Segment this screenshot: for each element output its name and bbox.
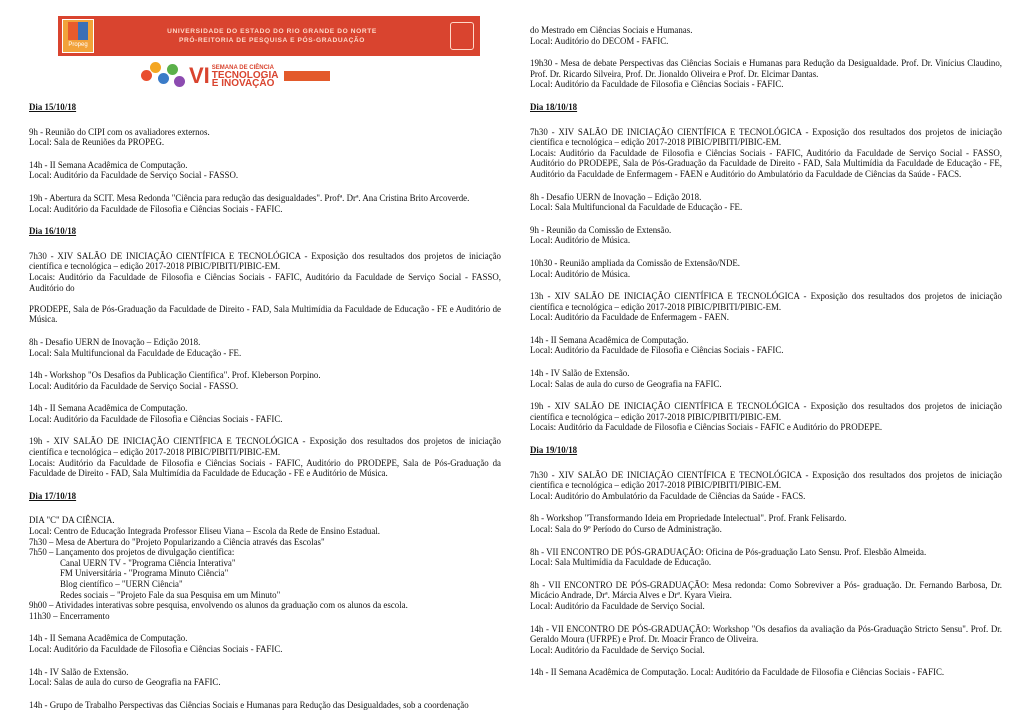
schedule-item [29,160,501,181]
schedule-item [29,667,501,688]
schedule-left [29,102,501,710]
schedule-line: Local: Salas de aula do curso de Geografia na FAFIC. [530,378,722,389]
schedule-item [29,337,501,358]
university-seal-icon [450,22,474,50]
schedule-line: Local: Sala Multimídia da Faculdade de Educação. [530,557,712,568]
schedule-line: 10h30 - Reunião ampliada da Comissão de Extensão/NDE. [530,257,740,268]
schedule-item [29,193,501,214]
schedule-line: 19h - Abertura da SCIT. Mesa Redonda "Ciência para redução das desigualdades". Profª. Drª. Ana Cristina Brito Arcoverde. [29,192,470,203]
schedule-item [29,251,501,325]
banner-line1: UNIVERSIDADE DO ESTADO DO RIO GRANDE DO NORTE [167,28,377,35]
schedule-line: 7h30 - XIV SALÃO DE INICIAÇÃO CIENTÍFICA E TECNOLÓGICA - Exposição dos resultados dos projetos de iniciação científica e tecnológica – edição 2017-2018 PIBIC/PIBITI/PIBIC-EM. [29,250,501,272]
schedule-subline: Redes sociais – "Projeto Fale da sua Pesquisa em um Minuto" [60,589,281,600]
schedule-line: 7h50 – Lançamento dos projetos de divulgação científica: [29,547,235,558]
schedule-line: Locais: Auditório da Faculdade de Filosofia e Ciências Sociais - FAFIC, Auditório da Faculdade de Serviço Social - FASSO, Auditório do [29,271,501,293]
schedule-item [530,667,1002,678]
schedule-line: Local: Auditório do DECOM - FAFIC. [530,35,669,46]
event-line3: E INOVAÇÃO [211,78,275,89]
event-numeral: VI [189,62,210,88]
university-banner [58,16,480,56]
schedule-line: Local: Sala de Reuniões da PROPEG. [29,137,165,148]
schedule-line: 14h - II Semana Acadêmica de Computação. [29,633,188,644]
schedule-line: 8h - VII ENCONTRO DE PÓS-GRADUAÇÃO: Oficina de Pós-graduação Lato Sensu. Prof. Elesbão Almeida. [530,546,927,557]
schedule-line: Local: Auditório da Faculdade de Enfermagem - FAEN. [530,312,729,323]
schedule-item [29,403,501,424]
schedule-line: Local: Auditório da Faculdade de Filosofia e Ciências Sociais - FAFIC. [29,413,283,424]
schedule-subline: FM Universitária - "Programa Minuto Ciência" [60,568,229,579]
schedule-line: 14h - II Semana Acadêmica de Computação. Local: Auditório da Faculdade de Filosofia e Ciências Sociais - FAFIC. [530,667,945,678]
right-column [530,0,1002,690]
banner-text [94,27,450,45]
schedule-line: Local: Sala Multifuncional da Faculdade de Educação - FE. [530,202,743,213]
schedule-line: Local: Sala do 9º Período do Curso de Administração. [530,524,722,534]
schedule-line [29,293,501,304]
schedule-item [29,633,501,654]
event-title [212,64,279,88]
science-dots-icon [141,62,185,90]
schedule-line: Local: Auditório da Faculdade de Filosofia e Ciências Sociais - FAFIC. [530,345,784,356]
schedule-line: 14h - II Semana Acadêmica de Computação. [530,334,689,345]
schedule-right [530,0,1002,678]
schedule-line: 14h - Grupo de Trabalho Perspectivas das Ciências Sociais e Humanas para Redução das Desigualdades, sob a coordenação [29,699,469,710]
schedule-item [29,515,501,621]
schedule-line: 9h00 – Atividades interativas sobre pesquisa, envolvendo os alunos da graduação com os alunos da escola. [29,600,408,611]
schedule-line: Local: Auditório da Faculdade de Serviço Social. [530,600,705,611]
schedule-line: 8h - Desafio UERN de Inovação – Edição 2018. [29,336,201,347]
schedule-line: Locais: Auditório da Faculdade de Filosofia e Ciências Sociais - FAFIC, Auditório do PRODEPE, Sala de Pós-Graduação da Faculdade de Direito - FAD, Sala Multimídia da Faculdade de Educação - FE e Auditório de Música. [29,457,501,479]
schedule-line: PRODEPE, Sala de Pós-Graduação da Faculdade de Direito - FAD, Sala Multimídia da Faculdade de Educação - FE e Auditório de Música. [29,303,501,325]
left-column [29,0,501,710]
schedule-line: Local: Sala Multifuncional da Faculdade de Educação - FE. [29,347,242,358]
schedule-line: 8h - Workshop "Transformando Ideia em Propriedade Intelectual". Prof. Frank Felisardo. [530,513,847,524]
schedule-line: do Mestrado em Ciências Sociais e Humanas. [530,25,693,35]
schedule-line: Local: Auditório da Faculdade de Serviço Social - FASSO. [29,380,239,391]
schedule-item [530,127,1002,180]
schedule-line: Local: Auditório da Faculdade de Filosofia e Ciências Sociais - FAFIC. [29,203,283,214]
schedule-line: Local: Auditório de Música. [530,268,631,279]
schedule-line: Locais: Auditório da Faculdade de Filosofia e Ciências Sociais - FAFIC e Auditório do PRODEPE. [530,422,883,433]
schedule-item [530,580,1002,612]
schedule-line: 9h - Reunião do CIPI com os avaliadores externos. [29,126,210,137]
schedule-item [530,192,1002,213]
schedule-item [530,291,1002,323]
schedule-line: 13h - XIV SALÃO DE INICIAÇÃO CIENTÍFICA E TECNOLÓGICA - Exposição dos resultados dos projetos de iniciação científica e tecnológica – edição 2017-2018 PIBIC/PIBITI/PIBIC-EM. [530,291,1002,312]
schedule-item [530,368,1002,389]
schedule-item [29,127,501,148]
schedule-item [29,700,501,711]
schedule-line: 7h30 - XIV SALÃO DE INICIAÇÃO CIENTÍFICA E TECNOLÓGICA - Exposição dos resultados dos projetos de iniciação científica e tecnológica – edição 2017-2018 PIBIC/PIBITI/PIBIC-EM. [530,126,1002,148]
schedule-item [530,225,1002,246]
logo-tiles-icon [68,22,88,40]
schedule-line: Local: Auditório da Faculdade de Serviço Social. [530,644,705,655]
schedule-item [530,470,1002,502]
schedule-line: 19h - XIV SALÃO DE INICIAÇÃO CIENTÍFICA E TECNOLÓGICA - Exposição dos resultados dos projetos de iniciação científica e tecnológica – edição 2017-2018 PIBIC/PIBITI/PIBIC-EM. [29,436,501,458]
schedule-line: 8h - Desafio UERN de Inovação – Edição 2018. [530,191,702,202]
schedule-line: Local: Auditório da Faculdade de Filosofia e Ciências Sociais - FAFIC. [530,79,784,90]
day-heading: Dia 16/10/18 [29,226,77,237]
schedule-item [530,258,1002,279]
schedule-line: 14h - VII ENCONTRO DE PÓS-GRADUAÇÃO: Workshop "Os desafios da avaliação da Pós-Graduação Stricto Sensu". Prof. Dr. Geraldo Moura (UFRPE) e Prof. Dr. Moacir Franco de Oliveira. [530,623,1002,645]
event-line2: TECNOLOGIA [211,70,279,81]
schedule-line: 14h - Workshop "Os Desafios da Publicação Científica". Prof. Kleberson Porpino. [29,370,321,381]
schedule-item [29,436,501,478]
schedule-item [530,513,1002,534]
schedule-line: 14h - IV Salão de Extensão. [530,368,630,379]
schedule-subline: Canal UERN TV - "Programa Ciência Interativa" [60,557,236,568]
schedule-subline: Blog científico – "UERN Ciência" [60,579,183,589]
schedule-line: 19h30 - Mesa de debate Perspectivas das Ciências Sociais e Humanas para Redução da Desigualdade. Prof. Dr. Vinícius Claudino, Prof. Dr. Ricardo Silveira, Prof. Dr. Jionaldo Oliveira e Prof. Dr. Elcimar Dantas. [530,58,1002,79]
schedule-line: 14h - II Semana Acadêmica de Computação. [29,159,188,170]
logo-label: Propeg [68,41,88,48]
schedule-line: 8h - VII ENCONTRO DE PÓS-GRADUAÇÃO: Mesa redonda: Como Sobreviver a Pós- graduação. Dr. Fernando Barbosa, Dr. Micácio Andrade, Drª. Márcia Alves e Drª. Kyara Vieira. [530,579,1002,601]
page-header [29,0,501,102]
schedule-line: 9h - Reunião da Comissão de Extensão. [530,224,672,235]
schedule-item [530,624,1002,656]
schedule-line: 19h - XIV SALÃO DE INICIAÇÃO CIENTÍFICA E TECNOLÓGICA - Exposição dos resultados dos projetos de iniciação científica e tecnológica – edição 2017-2018 PIBIC/PIBITI/PIBIC-EM. [530,401,1002,422]
schedule-line: Local: Auditório da Faculdade de Serviço Social - FASSO. [29,170,239,181]
schedule-line: Local: Auditório da Faculdade de Filosofia e Ciências Sociais - FAFIC. [29,643,283,654]
banner-line2: PRÓ-REITORIA DE PESQUISA E PÓS-GRADUAÇÃO [178,37,366,44]
day-heading: Dia 18/10/18 [530,101,578,112]
day-heading: Dia 17/10/18 [29,490,77,501]
propeg-logo [62,19,94,53]
event-line1: SEMANA DE CIÊNCIA [211,65,274,71]
schedule-line: 7h30 – Mesa de Abertura do "Projeto Popularizando a Ciência através das Escolas" [29,536,325,547]
schedule-line: 7h30 - XIV SALÃO DE INICIAÇÃO CIENTÍFICA E TECNOLÓGICA - Exposição dos resultados dos projetos de iniciação científica e tecnológica – edição 2017-2018 PIBIC/PIBITI/PIBIC-EM. [530,469,1002,491]
schedule-line: Local: Salas de aula do curso de Geografia na FAFIC. [29,677,221,688]
schedule-line: Local: Auditório do Ambulatório da Faculdade de Ciências da Saúde - FACS. [530,490,806,501]
schedule-line: 14h - II Semana Acadêmica de Computação. [29,403,188,414]
schedule-item [29,370,501,391]
schedule-item [530,335,1002,356]
schedule-item [530,547,1002,568]
event-tag [284,71,330,81]
schedule-line: Locais: Auditório da Faculdade de Filosofia e Ciências Sociais - FAFIC, Auditório da Faculdade de Serviço Social - FASSO, Auditório do PRODEPE, Sala de Pós-Graduação da Faculdade de Direito - FAD, Sala Multimídia da Faculdade de Educação - FE, Auditório da Faculdade de Enfermagem - FAEN e Auditório do Ambulatório da Faculdade de Ciências da Saúde - FACS. [530,147,1002,179]
schedule-line: Local: Auditório de Música. [530,235,631,246]
schedule-line: Local: Centro de Educação Integrada Professor Eliseu Viana – Escola da Rede de Ensino Estadual. [29,526,380,537]
schedule-line: 11h30 – Encerramento [29,610,110,621]
schedule-item [530,401,1002,433]
schedule-line: DIA "C" DA CIÊNCIA. [29,515,115,526]
day-heading: Dia 19/10/18 [530,445,578,456]
event-logo [141,60,330,92]
schedule-item [530,58,1002,90]
schedule-item [530,25,1002,46]
day-heading: Dia 15/10/18 [29,102,77,112]
schedule-line: 14h - IV Salão de Extensão. [29,666,129,677]
